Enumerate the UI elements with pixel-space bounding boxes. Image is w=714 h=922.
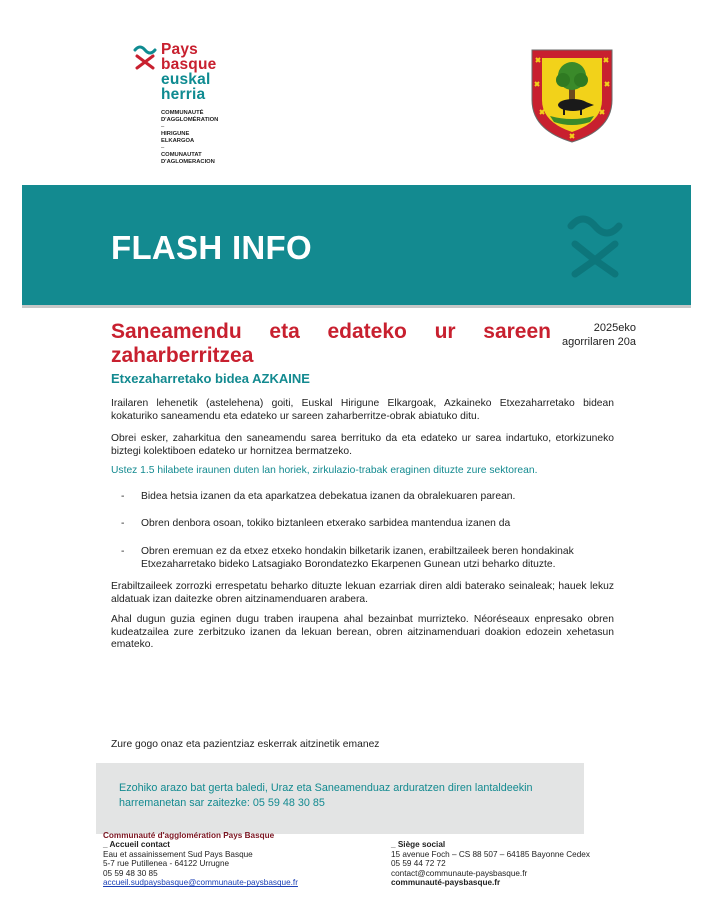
basque-mark-icon <box>133 44 157 70</box>
footer-website-link[interactable]: communauté-paysbasque.fr <box>391 878 501 888</box>
footer-accueil-contact: _ Accueil contact Eau et assainissement Sud Pays Basque 5-7 rue Putillenea - 64122 Urrugne 05 59 48 30 85 accueil.sudpaysbasque@communaute-paysbasque.fr <box>103 840 298 888</box>
logo-subtitle: COMMUNAUTÉ D'AGGLOMÉRATION – HIRIGUNE ELKARGOA – COMUNAUTAT D'AGLOMERACION <box>161 110 219 165</box>
article-date: 2025eko agorrilaren 20a <box>562 322 636 348</box>
article-subtitle: Etxezaharretako bidea AZKAINE <box>111 371 310 386</box>
footer-siege-social: _ Siège social 15 avenue Foch – CS 88 507 – 64185 Bayonne Cedex 05 59 44 72 72 contact@communaute-paysbasque.fr communauté-paysbasque.fr <box>391 840 590 888</box>
paragraph-benefits: Obrei esker, zaharkitua den saneamendu sarea berrituko da eta edateko ur sarea indartuko, etorkizuneko biztegi kolektiboen edateko ur hornitzea bermatzeko. <box>111 433 614 457</box>
banner-title: FLASH INFO <box>111 229 312 266</box>
paragraph-duration: Ustez 1.5 hilabete iraunen duten lan horiek, zirkulazio-trabak eraginen dituzte zure sektorean. <box>111 465 538 476</box>
footer-contact-email[interactable]: contact@communaute-paysbasque.fr <box>391 868 528 878</box>
logo-word-basque: basque <box>161 56 217 73</box>
paragraph-intro: Irailaren lehenetik (astelehena) goiti, Euskal Hirigune Elkargoak, Azkaineko Etxezaharretako bidean kokaturiko saneamendu eta edateko ur sareen zaharberritze-obrak abiatuko ditu. <box>111 398 614 422</box>
paragraph-signage: Erabiltzaileek zorrozki errespetatu beharko dituzte lekuan ezarriak diren aldi baterako seinaleak; hauek lekuz aldatuak izan daitezke obren aitzinamenduaren arabera. <box>111 581 614 605</box>
coat-of-arms-icon <box>530 48 614 144</box>
closing-thanks: Zure gogo onaz eta pazientziaz eskerrak aitzinetik emanez <box>111 739 380 750</box>
logo-word-pays: Pays <box>161 41 198 58</box>
logo-word-herria: herria <box>161 86 206 103</box>
footer-organization: Communauté d'agglomération Pays Basque <box>103 831 275 840</box>
paragraph-contact-site: Ahal dugun guzia eginen dugu traben iraupena ahal bezainbat murrizteko. Néoréseaux enpresako obren kudeatzailea zure zerbitzuko izanen da lekuan berean, obren aitzinamenduari doakion edozein xehetasun emateko. <box>111 614 614 650</box>
article-title-line2: zaharberritzea <box>111 344 254 367</box>
article-title <box>111 320 551 368</box>
article-title-line1: Saneamendu eta edateko ur sareen <box>111 320 551 343</box>
contact-box-text: Ezohiko arazo bat gerta baledi, Uraz eta Saneamenduaz arduratzen diren lantaldeekin harremanetan sar zaitezke: 05 59 48 30 85 <box>119 782 533 809</box>
logo-word-euskal: euskal <box>161 71 211 88</box>
footer-email-link[interactable]: accueil.sudpaysbasque@communaute-paysbasque.fr <box>103 878 298 888</box>
banner-watermark-icon <box>567 212 623 278</box>
banner-shadow <box>22 305 691 308</box>
